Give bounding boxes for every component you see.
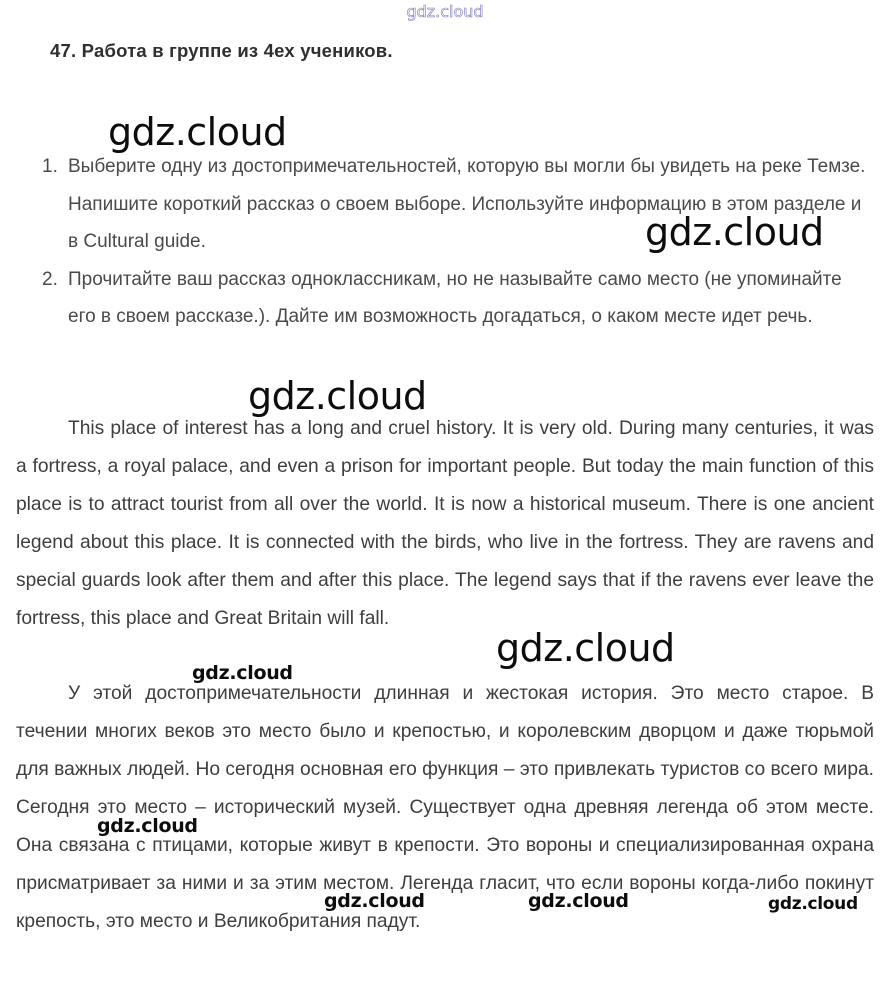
watermark-large: gdz.cloud [248,374,427,418]
task-item [42,261,882,336]
task-text: Выберите одну из достопримечательностей, которую вы могли бы увидеть на реке Темзе. Напишите короткий рассказ о своем выборе. Используйте информацию в этом разделе и в Cultural guide. [68,156,866,253]
exercise-heading [50,40,393,62]
task-number: 1. [42,156,58,177]
watermark-large: gdz.cloud [645,210,824,254]
watermark-large: gdz.cloud [108,110,287,154]
watermark-top: gdz.cloud [406,2,484,21]
watermark-small: gdz.cloud [768,894,858,914]
watermark-large: gdz.cloud [496,626,675,670]
watermark-small: gdz.cloud [97,815,198,837]
watermark-small: gdz.cloud [192,662,293,684]
exercise-title: Работа в группе из 4ех учеников. [81,40,393,61]
watermark-small: gdz.cloud [324,890,425,912]
watermark-small: gdz.cloud [528,890,629,912]
story-paragraph-english: This place of interest has a long and cruel history. It is very old. During many centuries, it was a fortress, a royal palace, and even a prison for important people. But today the main function of this place is to attract tourist from all over the world. It is now a historical museum. There is one ancient legend about this place. It is connected with the birds, who live in the fortress. They are ravens and special guards look after them and after this place. The legend says that if the ravens ever leave the fortress, this place and Great Britain will fall. [16,418,874,629]
task-number: 2. [42,268,58,290]
task-text: Прочитайте ваш рассказ одноклассникам, но не называйте само место (не упоминайте его в своем рассказе.). Дайте им возможность догадаться, о каком месте идет речь. [68,268,842,328]
exercise-number: 47. [50,40,77,61]
story-paragraph-russian: У этой достопримечательности длинная и жестокая история. Это место старое. В течении многих веков это место было и крепостью, и королевским дворцом и даже тюрьмой для важных людей. Но сегодня основная его функция – это привлекать туристов со всего мира. Сегодня это место – исторический музей. Существует одна древняя легенда об этом месте. Она связана с птицами, которые живут в крепости. Это вороны и специализированная охрана присматривает за ними и за этим местом. Легенда гласит, что если вороны когда-либо покинут крепость, это место и Великобритания падут. [16,683,874,932]
